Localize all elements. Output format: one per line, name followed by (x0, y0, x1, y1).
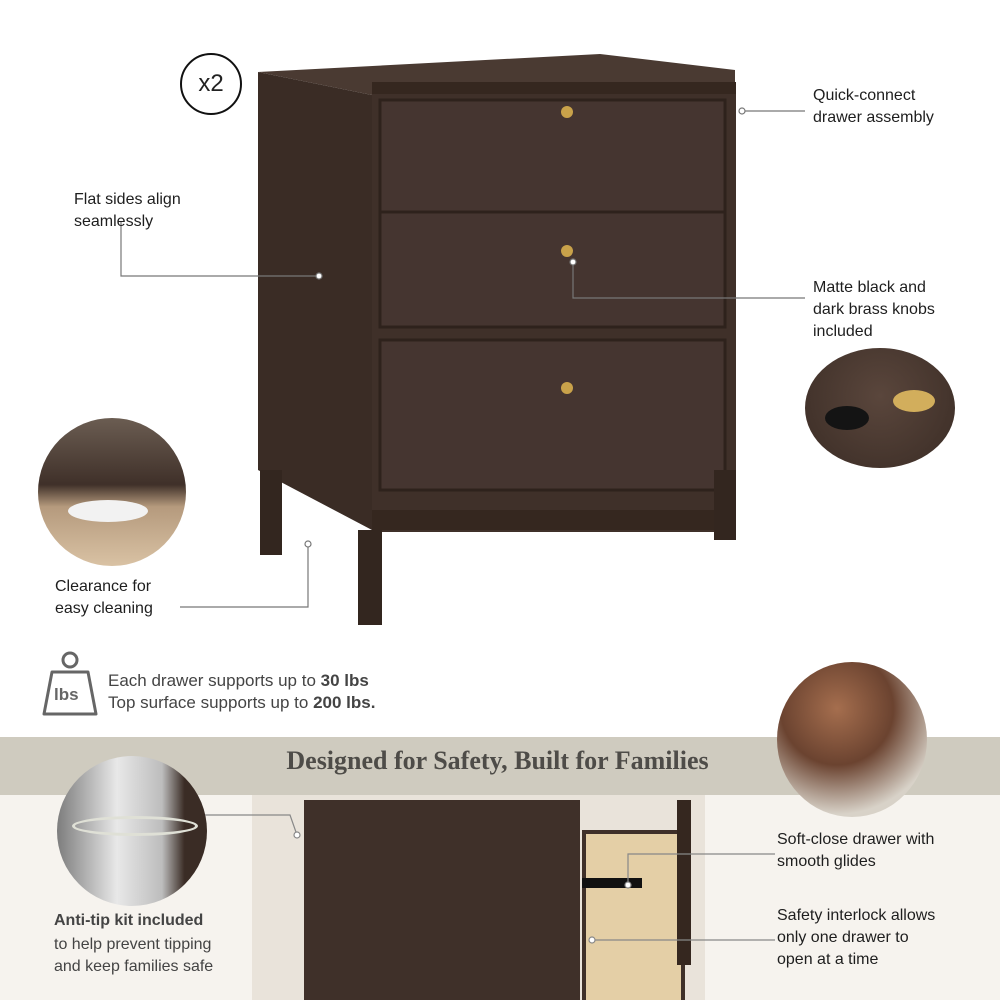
brass-knob-icon (893, 390, 935, 412)
quantity-badge-text: x2 (198, 70, 224, 97)
safety-banner-title: Designed for Safety, Built for Families (286, 746, 709, 775)
callout-flat-sides: Flat sides align seamlessly (74, 191, 181, 230)
callout-knobs: Matte black and dark brass knobs included (813, 279, 935, 340)
brass-knob (561, 245, 573, 257)
interlock-callout: Safety interlock allows only one drawer to open at a time (777, 907, 936, 968)
callout-quick-connect: Quick-connect drawer assembly (813, 87, 934, 126)
drawer-weight-value: 30 lbs (320, 671, 369, 690)
callout-clearance: Clearance for easy cleaning (55, 578, 153, 617)
anti-tip-description: to help prevent tipping and keep families safe (54, 936, 214, 975)
soft-close-callout: Soft-close drawer with smooth glides (777, 831, 935, 870)
black-knob-icon (825, 406, 869, 430)
weight-icon (40, 650, 100, 718)
top-weight-value: 200 lbs. (313, 693, 376, 712)
weight-icon-text: lbs (54, 685, 79, 704)
robot-vacuum-image (38, 418, 186, 566)
knobs-detail-image (805, 348, 955, 468)
weight-info: Each drawer supports up to 30 lbs Top surface supports up to 200 lbs. (108, 671, 376, 712)
anti-tip-title: Anti-tip kit included (54, 912, 204, 929)
brass-knob (561, 382, 573, 394)
brass-knob (561, 106, 573, 118)
